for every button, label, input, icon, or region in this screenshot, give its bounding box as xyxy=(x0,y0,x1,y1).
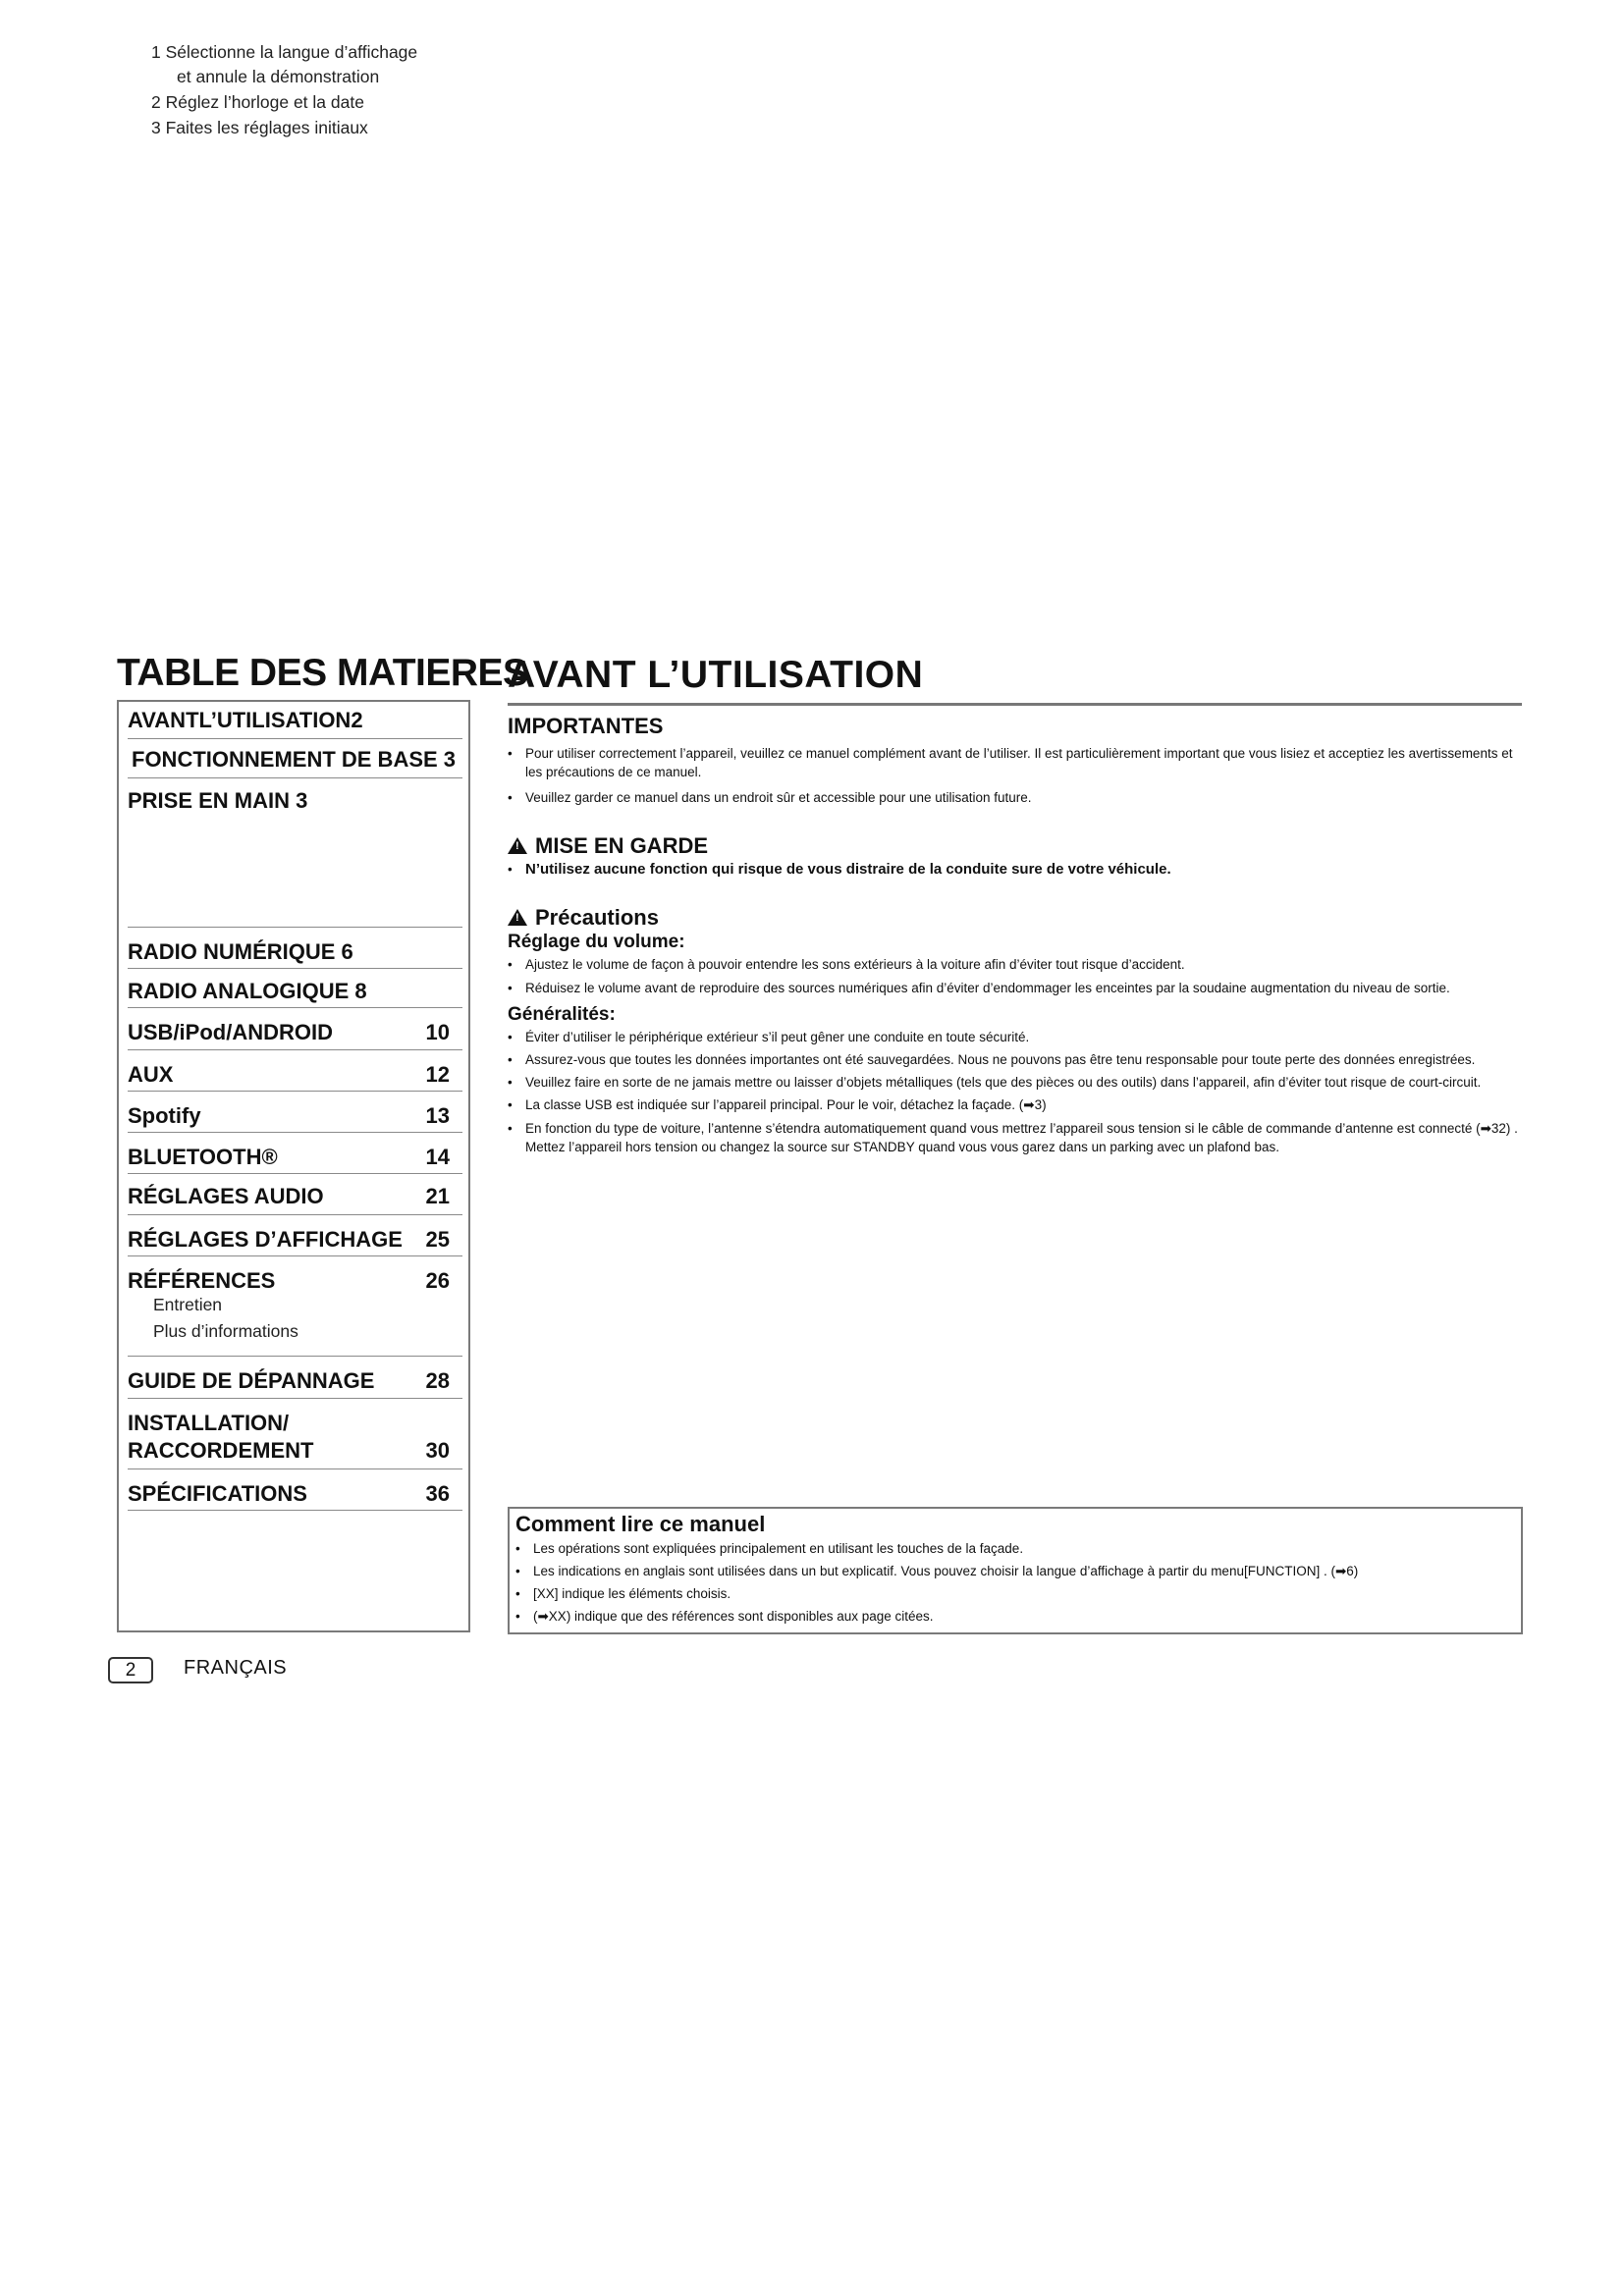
toc-entry-page: 10 xyxy=(425,1020,450,1044)
mise-en-garde-label: MISE EN GARDE xyxy=(535,833,709,858)
bullet-text: Veuillez faire en sorte de ne jamais mettre ou laisser d’objets métalliques (tels que des pièces ou des outils) dans l’appareil, afin d’éviter tout risque de court-circuit. xyxy=(525,1075,1482,1090)
toc-entry-label: RÉGLAGES D’AFFICHAGE xyxy=(128,1227,403,1252)
toc-entry-page: 26 xyxy=(425,1268,450,1293)
toc-entry-page: 12 xyxy=(425,1062,450,1087)
page-number: 2 xyxy=(108,1657,153,1683)
toc-entry-label: RADIO NUMÉRIQUE 6 xyxy=(128,939,353,964)
bullet-dot: • xyxy=(508,957,513,972)
bullet-item xyxy=(508,1073,1519,1092)
bullet-text: N’utilisez aucune fonction qui risque de vous distraire de la conduite sure de votre véhicule. xyxy=(525,861,1171,878)
bullet-dot: • xyxy=(515,1541,520,1556)
toc-entry-page: 28 xyxy=(425,1368,450,1393)
bullet-dot: • xyxy=(508,1052,513,1067)
toc-entry-aux[interactable] xyxy=(128,1050,462,1092)
toc-entry-usb[interactable] xyxy=(128,1008,462,1050)
toc-sub-item: et annule la démonstration xyxy=(177,67,380,86)
toc-entry-bluetooth[interactable] xyxy=(128,1133,462,1174)
toc-entry-radio-analogique[interactable] xyxy=(128,969,462,1008)
section-title: AVANT L’UTILISATION xyxy=(508,654,924,696)
bullet-item xyxy=(508,788,1519,807)
toc-entry-label: FONCTIONNEMENT DE BASE 3 xyxy=(132,747,457,772)
toc-entry-avant[interactable] xyxy=(128,704,462,739)
toc-sub-item[interactable]: Entretien xyxy=(153,1295,223,1314)
warning-icon xyxy=(508,837,527,854)
bullet-text: Éviter d’utiliser le périphérique extérieur s’il peut gêner une conduite en toute sécurité. xyxy=(525,1030,1030,1044)
bullet-dot: • xyxy=(515,1564,520,1578)
toc-entry-fonctionnement[interactable] xyxy=(128,739,462,778)
howto-title: Comment lire ce manuel xyxy=(515,1512,766,1536)
bullet-dot: • xyxy=(508,1121,513,1136)
bullet-dot: • xyxy=(508,862,513,877)
bullet-text: Pour utiliser correctement l’appareil, veuillez ce manuel complément avant de l’utiliser. Il est particulièrement important que vous lisiez et acceptiez les avertissements et les précautions de ce manuel. xyxy=(525,746,1513,779)
bullet-dot: • xyxy=(508,1097,513,1112)
toc-sub-item[interactable]: 3 Faites les réglages initiaux xyxy=(151,118,368,137)
bullet-text: Les indications en anglais sont utilisées dans un but explicatif. Vous pouvez choisir la langue d’affichage à partir du menu[FUNCTION] . (➡6) xyxy=(533,1564,1359,1578)
toc-entry-label: RÉFÉRENCES xyxy=(128,1268,276,1293)
toc-entry-page: 14 xyxy=(425,1145,450,1169)
bullet-text: Réduisez le volume avant de reproduire des sources numériques afin d’éviter d’endommager les enceintes par la soudaine augmentation du niveau de sortie. xyxy=(525,981,1450,995)
toc-sub-item[interactable]: 2 Réglez l’horloge et la date xyxy=(151,92,364,112)
bullet-dot: • xyxy=(508,790,513,805)
toc-entry-reglages-audio[interactable] xyxy=(128,1174,462,1215)
toc-entry-label: PRISE EN MAIN 3 xyxy=(128,788,308,813)
toc-entry-label: USB/iPod/ANDROID xyxy=(128,1020,333,1044)
toc-entry-label: BLUETOOTH® xyxy=(128,1145,278,1169)
toc-entry-spotify[interactable] xyxy=(128,1092,462,1133)
toc-entry-reglages-affichage[interactable] xyxy=(128,1215,462,1256)
toc-entry-label: RÉGLAGES AUDIO xyxy=(128,1184,324,1208)
toc-entry-guide-depannage[interactable] xyxy=(128,1357,462,1399)
toc-entry-page: 25 xyxy=(425,1227,450,1252)
howto-bullet xyxy=(515,1607,1512,1626)
bullet-item xyxy=(508,860,1519,879)
bullet-dot: • xyxy=(508,1030,513,1044)
toc-entry-label: RADIO ANALOGIQUE 8 xyxy=(128,979,367,1003)
bullet-text: (➡XX) indique que des références sont disponibles aux page citées. xyxy=(533,1609,934,1624)
toc-entry-label: GUIDE DE DÉPANNAGE xyxy=(128,1368,375,1393)
precautions-label: Précautions xyxy=(535,905,659,930)
bullet-dot: • xyxy=(508,1075,513,1090)
title-divider xyxy=(508,703,1522,706)
toc-entry-label: INSTALLATION/ xyxy=(128,1411,290,1435)
toc-entry-label: AUX xyxy=(128,1062,174,1087)
bullet-dot: • xyxy=(515,1609,520,1624)
bullet-item xyxy=(508,955,1519,974)
toc-sub-item[interactable]: 1 Sélectionne la langue d’affichage xyxy=(151,42,418,62)
bullet-item xyxy=(508,744,1519,781)
bullet-text: En fonction du type de voiture, l’antenne s’étendra automatiquement quand vous mettrez l’appareil sous tension si le câble de commande d’antenne est connecté (➡32) . Mettez l’appareil hors tension ou changez la source sur STANDBY quand vous vous garez dans un parking avec un plafond bas. xyxy=(525,1121,1518,1154)
toc-entry-label: AVANTL’UTILISATION2 xyxy=(128,708,363,732)
language-label: FRANÇAIS xyxy=(184,1657,288,1679)
howto-bullet xyxy=(515,1539,1512,1558)
precautions-heading xyxy=(508,905,659,931)
toc-entry-page: 36 xyxy=(425,1481,450,1506)
importantes-heading: IMPORTANTES xyxy=(508,714,664,738)
bullet-item xyxy=(508,1028,1519,1046)
toc-title: TABLE DES MATIERES xyxy=(117,652,528,694)
toc-entry-label: RACCORDEMENT xyxy=(128,1438,314,1463)
howto-bullet xyxy=(515,1562,1512,1580)
toc-entry-specifications[interactable] xyxy=(128,1469,462,1511)
bullet-text: Les opérations sont expliquées principalement en utilisant les touches de la façade. xyxy=(533,1541,1024,1556)
warning-icon xyxy=(508,909,527,926)
toc-entry-radio-numerique[interactable] xyxy=(128,928,462,969)
bullet-text: [XX] indique les éléments choisis. xyxy=(533,1586,731,1601)
bullet-dot: • xyxy=(515,1586,520,1601)
bullet-text: Veuillez garder ce manuel dans un endroit sûr et accessible pour une utilisation future. xyxy=(525,790,1032,805)
bullet-text: Ajustez le volume de façon à pouvoir entendre les sons extérieurs à la voiture afin d’éviter tout risque d’accident. xyxy=(525,957,1185,972)
bullet-text: Assurez-vous que toutes les données importantes ont été sauvegardées. Nous ne pouvons pas être tenu responsable pour toute perte des données enregistrées. xyxy=(525,1052,1476,1067)
bullet-dot: • xyxy=(508,981,513,995)
toc-entry-label: Spotify xyxy=(128,1103,201,1128)
bullet-item xyxy=(508,979,1519,997)
bullet-item xyxy=(508,1095,1519,1114)
volume-heading: Réglage du volume: xyxy=(508,932,685,952)
toc-entry-label: SPÉCIFICATIONS xyxy=(128,1481,307,1506)
toc-sub-item[interactable]: Plus d’informations xyxy=(153,1321,298,1341)
toc-entry-page: 21 xyxy=(425,1184,450,1208)
bullet-text: La classe USB est indiquée sur l’appareil principal. Pour le voir, détachez la façade. (➡3) xyxy=(525,1097,1047,1112)
generalites-heading: Généralités: xyxy=(508,1004,616,1025)
toc-entry-page: 13 xyxy=(425,1103,450,1128)
toc-entry-installation[interactable] xyxy=(128,1399,462,1469)
toc-entry-prise-en-main[interactable] xyxy=(128,778,462,928)
howto-bullet xyxy=(515,1584,1512,1603)
bullet-item xyxy=(508,1050,1519,1069)
mise-en-garde-heading xyxy=(508,833,708,859)
bullet-item xyxy=(508,1119,1519,1156)
bullet-dot: • xyxy=(508,746,513,761)
toc-entry-page: 30 xyxy=(425,1438,450,1463)
